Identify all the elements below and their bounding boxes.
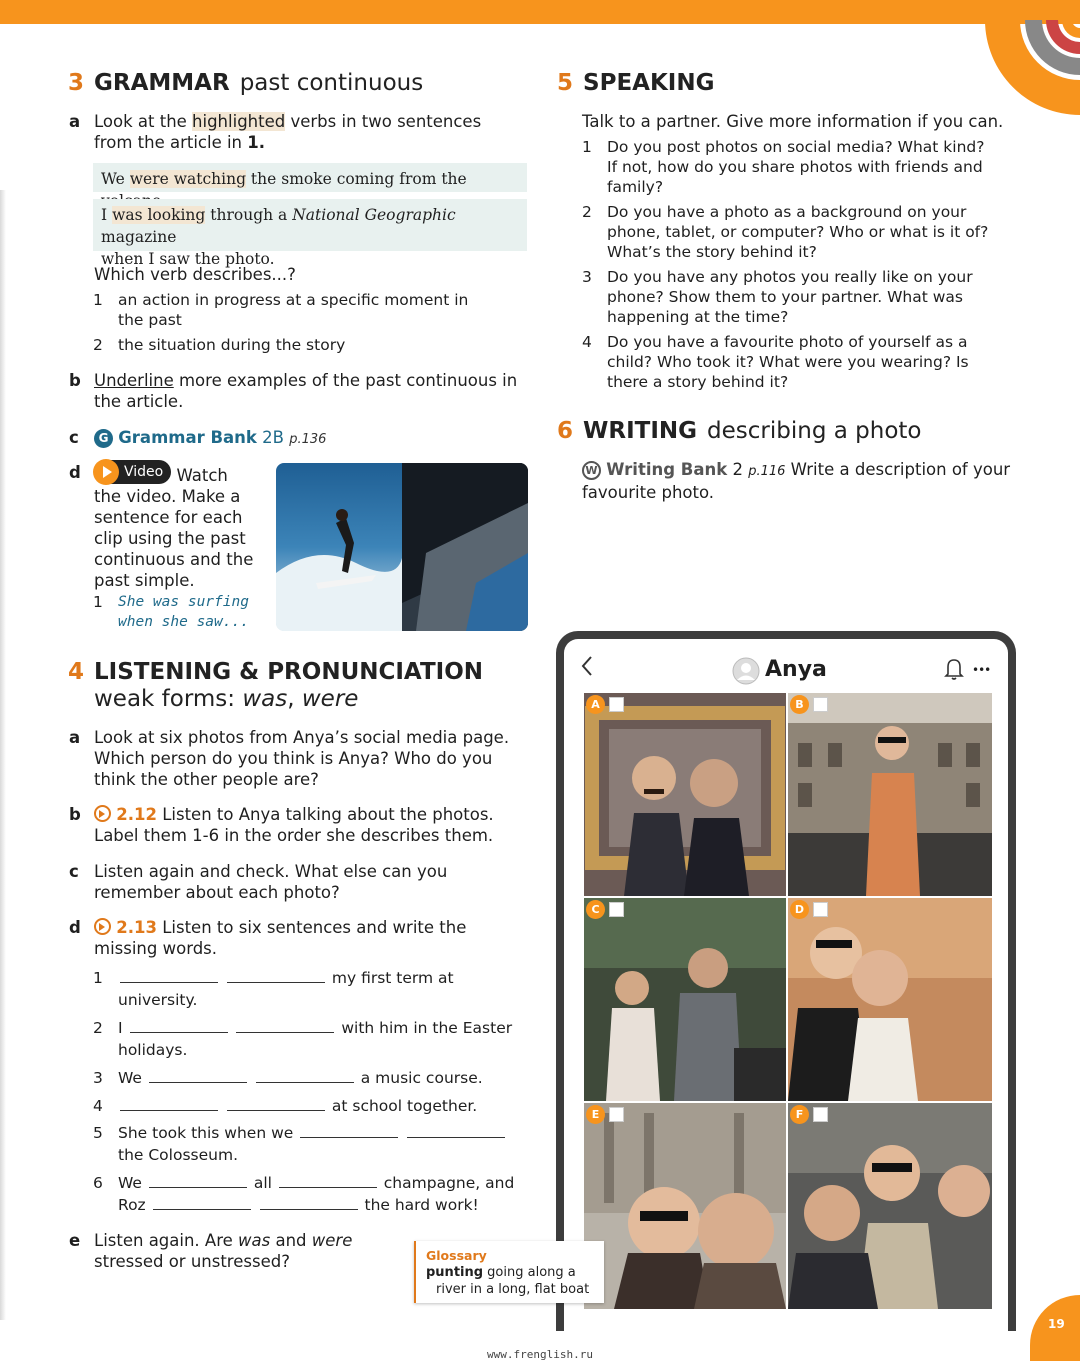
text: I — [101, 206, 113, 224]
text: champagne, and — [378, 1174, 515, 1192]
writing-task — [582, 459, 1022, 503]
option-2 — [93, 335, 518, 355]
grammar-heading — [68, 70, 423, 96]
underline-text: Underline — [94, 371, 174, 390]
grammar-item-a — [69, 111, 534, 153]
example-sentence-2 — [93, 199, 527, 268]
italic-text: National Geographic — [292, 206, 456, 224]
section-subtitle: past continuous — [239, 70, 424, 96]
listening-subtitle — [94, 686, 358, 712]
text: the article. — [94, 392, 184, 411]
listening-item-b — [69, 804, 534, 846]
social-media-phone — [556, 631, 1016, 1331]
photo-label: D — [790, 900, 809, 919]
sentence-number: 6 — [93, 1174, 103, 1192]
grammar-bank-icon: G — [94, 429, 113, 448]
text: at school together. — [326, 1097, 478, 1115]
text: Watch — [176, 466, 228, 485]
page-number: 19 — [1030, 1295, 1080, 1361]
listening-item-a — [69, 727, 534, 790]
text: holidays. — [118, 1041, 188, 1059]
avatar-icon — [732, 657, 760, 685]
text: We — [118, 1069, 147, 1087]
writing-bank-icon: W — [582, 461, 601, 480]
audio-track: 2.13 — [116, 918, 157, 937]
gap-blank[interactable] — [149, 1174, 247, 1188]
text: the video. Make a — [94, 487, 241, 506]
sentence-number: 3 — [93, 1069, 103, 1087]
item-letter: d — [69, 918, 81, 937]
example-number: 1 — [93, 593, 103, 611]
speaking-question-2 — [582, 202, 1027, 262]
speaking-intro: Talk to a partner. Give more information if you can. — [582, 112, 1004, 131]
text: Do you have a favourite photo of yourself as a — [607, 333, 968, 351]
glossary-definition: going along a — [483, 1265, 576, 1280]
text: sentence for each — [94, 508, 243, 527]
item-letter: e — [69, 1231, 81, 1250]
top-orange-bar — [0, 0, 1080, 24]
text: clip using the past — [94, 529, 246, 548]
gap-sentence-6 — [93, 1172, 538, 1216]
text: the hard work! — [359, 1196, 479, 1214]
section-number: 6 — [557, 418, 574, 444]
listening-item-e — [69, 1230, 414, 1272]
text: Listen to six sentences and write the — [156, 918, 467, 937]
sentence-number: 2 — [93, 1019, 103, 1037]
text: Do you have a photo as a background on your — [607, 203, 967, 221]
speaking-question-3 — [582, 267, 1027, 327]
gap-sentence-4 — [93, 1095, 538, 1117]
text: , — [287, 686, 302, 712]
glossary-term: punting — [426, 1265, 484, 1280]
speaking-question-4 — [582, 332, 1027, 392]
text: She took this when we — [118, 1124, 299, 1142]
text: favourite photo. — [582, 483, 715, 502]
highlight-verb: was looking — [112, 206, 206, 224]
photo-label: B — [790, 695, 809, 714]
section-title: WRITING — [583, 418, 698, 444]
item-letter: c — [69, 862, 79, 881]
photo-d[interactable] — [788, 898, 992, 1101]
glossary-definition: river in a long, flat boat — [436, 1282, 590, 1297]
grammar-item-d — [69, 460, 274, 591]
italic-text: was — [238, 1231, 271, 1250]
text: child? Who took it? What were you wearing? Is — [607, 353, 969, 371]
bell-icon[interactable] — [944, 657, 964, 681]
text: Do you have any photos you really like on your — [607, 268, 973, 286]
corner-decoration — [980, 0, 1080, 115]
gap-blank[interactable] — [300, 1124, 398, 1138]
text: remember about each photo? — [94, 883, 340, 902]
gap-blank[interactable] — [236, 1019, 334, 1033]
item-letter: b — [69, 805, 81, 824]
text: Which person do you think is Anya? Who do you — [94, 749, 493, 768]
text: stressed or unstressed? — [94, 1252, 290, 1271]
photo-f[interactable] — [788, 1103, 992, 1309]
option-1 — [93, 290, 518, 330]
writing-bank-code: 2 — [732, 460, 743, 479]
text: think the other people are? — [94, 770, 319, 789]
page-edge-shadow — [0, 190, 6, 1320]
profile-header — [564, 639, 1008, 693]
text: Listen again. Are — [94, 1231, 239, 1250]
handwritten-text: She was surfing — [118, 594, 249, 610]
photo-e[interactable] — [584, 1103, 786, 1309]
photo-label: A — [586, 695, 605, 714]
option-number: 2 — [93, 336, 103, 354]
grammar-bank-code: 2B — [262, 428, 284, 447]
section-title: LISTENING & PRONUNCIATION — [94, 659, 483, 685]
example-sentence-1 — [93, 163, 527, 192]
page-reference: p.136 — [289, 432, 327, 447]
question-number: 1 — [582, 138, 592, 156]
sentence-number: 1 — [93, 969, 103, 987]
text: What’s the story behind it? — [607, 243, 817, 261]
gap-blank[interactable] — [227, 969, 325, 983]
page-reference: p.116 — [748, 464, 786, 479]
gap-blank[interactable] — [149, 1069, 247, 1083]
text: the Colosseum. — [118, 1146, 238, 1164]
bold-text: 1. — [247, 133, 266, 152]
text: Write a description of your — [785, 460, 1011, 479]
audio-icon[interactable] — [94, 805, 111, 822]
photo-a[interactable] — [584, 693, 786, 896]
handwritten-example — [93, 592, 268, 632]
gap-blank[interactable] — [279, 1174, 377, 1188]
option-number: 1 — [93, 291, 103, 309]
speaking-heading — [557, 70, 714, 96]
gap-blank[interactable] — [120, 969, 218, 983]
writing-heading — [557, 418, 921, 444]
gap-sentence-2 — [93, 1017, 538, 1061]
item-letter: a — [69, 112, 81, 131]
text: and — [270, 1231, 312, 1250]
highlight-verb: were watching — [129, 170, 246, 188]
text: from the article in — [94, 133, 248, 152]
text: family? — [607, 178, 664, 196]
text: verbs in two sentences — [285, 112, 482, 131]
photo-label: C — [586, 900, 605, 919]
text: my first term at — [326, 969, 454, 987]
text: phone? Show them to your partner. What was — [607, 288, 963, 306]
text: when I saw the photo. — [101, 250, 275, 268]
text: through a — [205, 206, 293, 224]
italic-text: were — [301, 686, 359, 712]
handwritten-text: when she saw... — [118, 614, 249, 630]
video-label: Video — [124, 463, 164, 480]
sentence-number: 5 — [93, 1124, 103, 1142]
text: university. — [118, 991, 198, 1009]
photo-b[interactable] — [788, 693, 992, 896]
text: the smoke coming from the — [250, 170, 467, 188]
text: Label them 1-6 in the order she describes them. — [94, 826, 494, 845]
text: with him in the Easter — [336, 1019, 513, 1037]
text: phone, tablet, or computer? Who or what is it of? — [607, 223, 989, 241]
listening-item-c — [69, 861, 534, 903]
more-menu-icon[interactable]: ••• — [972, 663, 991, 677]
label-checkbox[interactable] — [813, 1107, 828, 1122]
gap-blank[interactable] — [256, 1069, 354, 1083]
listening-item-d — [69, 917, 534, 959]
gap-blank[interactable] — [153, 1196, 251, 1210]
text: happening at the time? — [607, 308, 789, 326]
grammar-item-c — [69, 427, 534, 450]
text: Listen again and check. What else can you — [94, 862, 448, 881]
gap-blank[interactable] — [407, 1124, 505, 1138]
item-letter: d — [69, 463, 81, 482]
gap-sentence-1 — [93, 967, 538, 1011]
chevron-left-icon[interactable] — [580, 655, 594, 677]
video-button[interactable] — [94, 460, 171, 484]
question-number: 4 — [582, 333, 592, 351]
text: missing words. — [94, 939, 218, 958]
photo-c[interactable] — [584, 898, 786, 1101]
text: I — [118, 1019, 128, 1037]
text: Look at the — [94, 112, 193, 131]
gap-sentence-5 — [93, 1122, 538, 1166]
section-number: 4 — [68, 659, 85, 685]
label-checkbox[interactable] — [813, 902, 828, 917]
text: continuous and the — [94, 550, 254, 569]
text: We — [101, 170, 130, 188]
gap-blank[interactable] — [120, 1097, 218, 1111]
photo-label: E — [586, 1105, 605, 1124]
section-title: SPEAKING — [583, 70, 715, 96]
listening-heading — [68, 659, 483, 685]
section-number: 3 — [68, 70, 85, 96]
text: Roz — [118, 1196, 151, 1214]
play-icon — [93, 459, 119, 485]
section-number: 5 — [557, 70, 574, 96]
sentence-number: 4 — [93, 1097, 103, 1115]
writing-bank-link[interactable]: Writing Bank — [606, 460, 728, 479]
grammar-item-b — [69, 370, 534, 412]
text: Look at six photos from Anya’s social media page. — [94, 728, 510, 747]
text: If not, how do you share photos with friends and — [607, 158, 983, 176]
footer-url: www.frenglish.ru — [487, 1348, 593, 1361]
video-still-image — [276, 463, 528, 631]
text: a music course. — [355, 1069, 483, 1087]
text: weak forms: — [94, 686, 243, 712]
italic-text: was — [242, 686, 288, 712]
highlight-text: highlighted — [192, 112, 286, 131]
text: past simple. — [94, 571, 195, 590]
grammar-bank-link[interactable]: Grammar Bank — [118, 428, 257, 447]
text: the past — [118, 311, 182, 329]
label-checkbox[interactable] — [609, 1107, 624, 1122]
section-title: GRAMMAR — [94, 70, 230, 96]
profile-name: Anya — [765, 657, 827, 682]
gap-sentence-3 — [93, 1067, 538, 1089]
text: We — [118, 1174, 147, 1192]
label-checkbox[interactable] — [813, 697, 828, 712]
speaking-question-1 — [582, 137, 1027, 197]
italic-text: were — [311, 1231, 353, 1250]
text: all — [248, 1174, 277, 1192]
section-subtitle: describing a photo — [707, 418, 922, 444]
item-letter: a — [69, 728, 81, 747]
text: the situation during the story — [118, 336, 346, 354]
which-verb-question: Which verb describes...? — [94, 265, 296, 284]
text: Do you post photos on social media? What kind? — [607, 138, 985, 156]
text: magazine — [101, 228, 177, 246]
item-letter: b — [69, 371, 81, 390]
item-letter: c — [69, 428, 79, 447]
text: an action in progress at a specific moment in — [118, 291, 469, 309]
question-number: 3 — [582, 268, 592, 286]
gap-blank[interactable] — [227, 1097, 325, 1111]
photo-label: F — [790, 1105, 809, 1124]
text: there a story behind it? — [607, 373, 789, 391]
label-checkbox[interactable] — [609, 902, 624, 917]
gap-blank[interactable] — [130, 1019, 228, 1033]
gap-blank[interactable] — [260, 1196, 358, 1210]
audio-track: 2.12 — [116, 805, 157, 824]
glossary-title: Glossary — [426, 1248, 487, 1263]
glossary-box — [414, 1241, 604, 1303]
text: more examples of the past continuous in — [173, 371, 518, 390]
audio-icon[interactable] — [94, 918, 111, 935]
text: Listen to Anya talking about the photos. — [156, 805, 494, 824]
label-checkbox[interactable] — [609, 697, 624, 712]
question-number: 2 — [582, 203, 592, 221]
